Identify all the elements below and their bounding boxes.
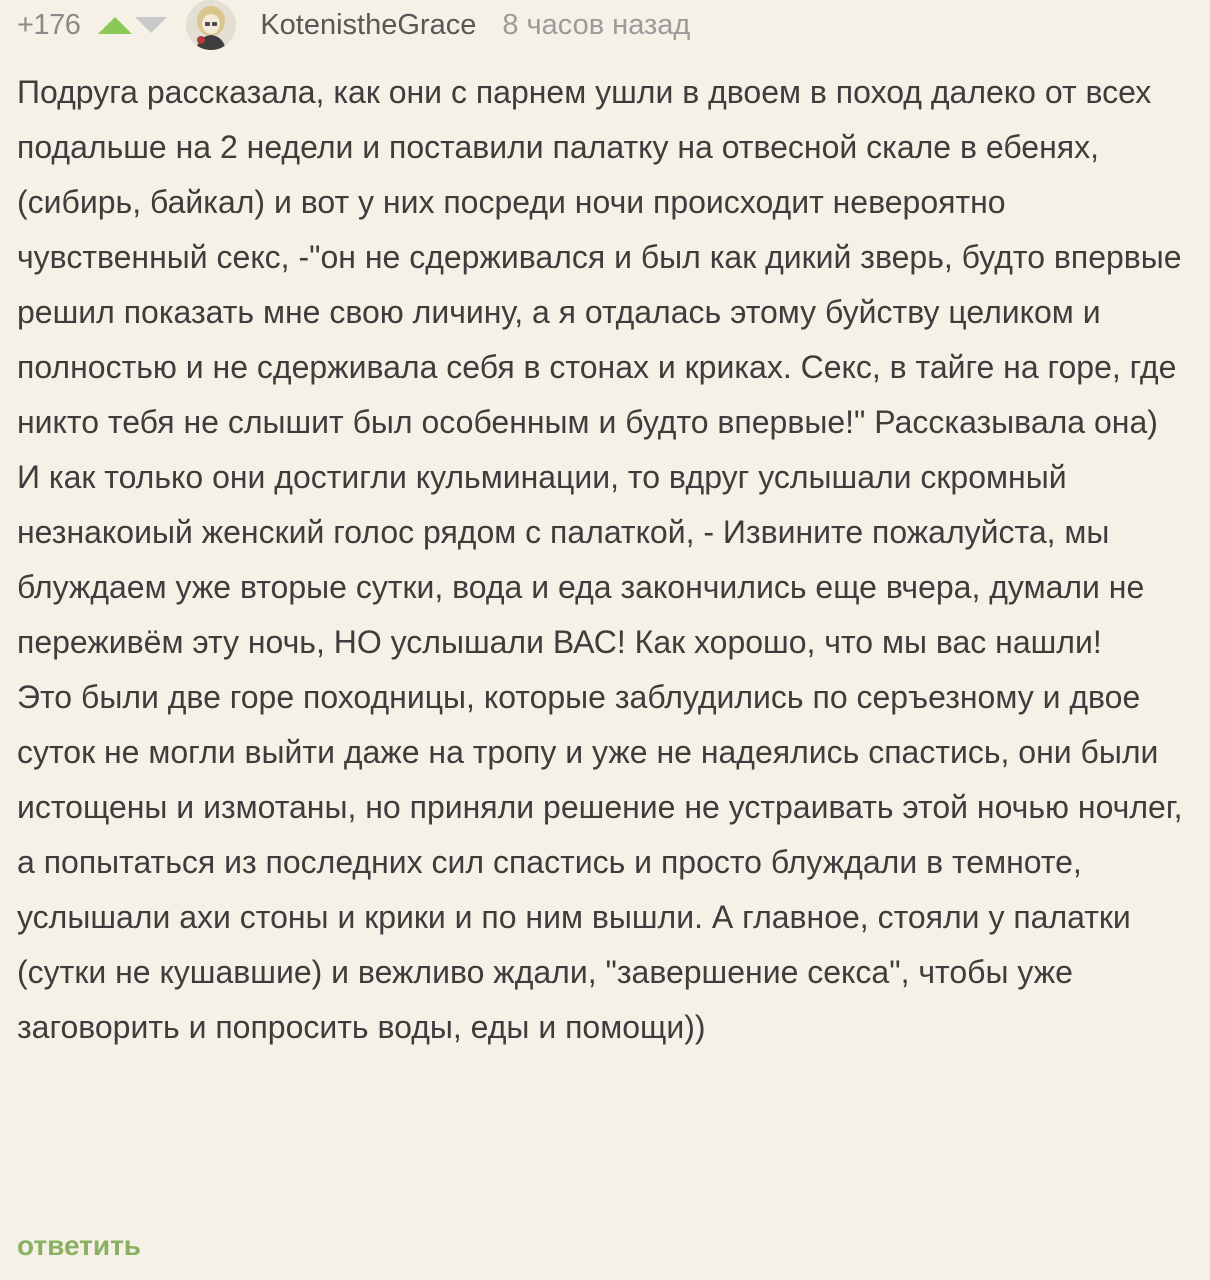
comment-rating: +176 [17,8,81,41]
comment-paragraph: И как только они достигли кульминации, то вдруг услышали скромный незнакоиый женский голос рядом с палаткой, - Извините пожалуйста, мы блуждаем уже вторые сутки, вода и еда закончились еще вчера, думали не переживём эту ночь, НО услышали ВАС! Как хорошо, что мы вас нашли! [17,459,1145,660]
comment-time[interactable]: 8 часов назад [502,8,691,41]
avatar[interactable] [186,0,236,50]
comment-body [17,65,1196,1055]
reply-link[interactable]: ответить [17,1230,142,1261]
arrow-down-icon[interactable] [135,17,167,33]
avatar-image [186,0,236,50]
comment-paragraph: Это были две горе походницы, которые заблудились по серъезному и двое суток не могли выйти даже на тропу и уже не надеялись спастись, они были истощены и измотаны, но приняли решение не устраивать этой ночью ночлег, а попытаться из последних сил спастись и просто блуждали в темноте, услышали ахи стоны и крики и по ним вышли. А главное, стояли у палатки (сутки не кушавшие) и вежливо ждали, "завершение секса", чтобы уже заговорить и попросить воды, еды и помощи)) [17,679,1183,1045]
comment-paragraph: Подруга рассказала, как они с парнем ушли в двоем в поход далеко от всех подальше на 2 недели и поставили палатку на отвесной скале в ебенях, (сибирь, байкал) и вот у них посреди ночи происходит невероятно чувственный секс, -"он не сдерживался и был как дикий зверь, будто впервые решил показать мне свою личину, а я отдалась этому буйству целиком и полностью и не сдерживала себя в стонах и криках. Секс, в тайге на горе, где никто тебя не слышит был особенным и будто впервые!" Рассказывала она) [17,74,1182,440]
username[interactable]: KotenistheGrace [260,8,477,41]
arrow-up-icon[interactable] [98,17,132,34]
comment-header [17,0,690,50]
